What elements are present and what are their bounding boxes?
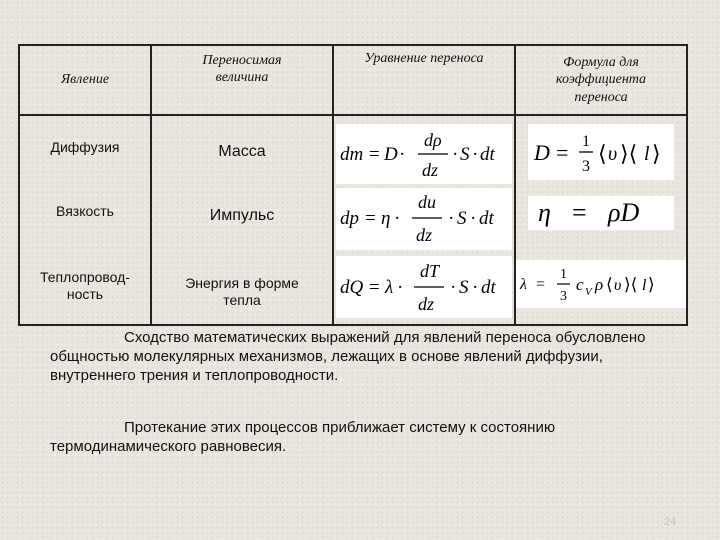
- svg-text:η: η: [538, 198, 551, 227]
- svg-text:l: l: [644, 143, 650, 165]
- coefficient-viscosity-graphic: [528, 196, 674, 230]
- svg-text:dt: dt: [481, 277, 496, 298]
- svg-text:⟨: ⟨: [598, 141, 607, 166]
- svg-text:S: S: [457, 208, 467, 229]
- svg-text:dp: dp: [340, 208, 359, 229]
- equation-conduction: [336, 256, 512, 318]
- equation-diffusion-graphic: [336, 124, 512, 184]
- svg-text:1: 1: [560, 267, 567, 282]
- svg-text:dm: dm: [340, 144, 364, 165]
- svg-text:·: ·: [448, 208, 455, 229]
- coefficient-conduction: [516, 260, 686, 308]
- svg-text:λ: λ: [385, 277, 394, 298]
- paragraph-equilibrium: [50, 418, 690, 456]
- svg-text:S: S: [459, 277, 469, 298]
- table-header-divider: [18, 114, 688, 116]
- svg-text:=: =: [369, 144, 380, 165]
- svg-text:S: S: [460, 144, 470, 165]
- header-quantity: [152, 46, 332, 92]
- svg-text:λ: λ: [520, 276, 527, 293]
- header-phenomenon: [20, 46, 150, 114]
- svg-text:⟩: ⟩: [652, 141, 661, 166]
- svg-text:3: 3: [582, 158, 590, 175]
- svg-text:du: du: [418, 192, 436, 212]
- svg-text:ρD: ρD: [608, 198, 640, 227]
- svg-text:l: l: [642, 277, 647, 294]
- svg-text:⟩⟨: ⟩⟨: [624, 275, 638, 294]
- coefficient-conduction-graphic: [516, 260, 686, 308]
- row-conduction-quantity: [152, 268, 332, 316]
- equation-viscosity: [336, 188, 512, 250]
- svg-text:·: ·: [397, 277, 404, 298]
- page-number: 24: [664, 516, 677, 528]
- equation-conduction-graphic: [336, 256, 512, 318]
- svg-text:dQ: dQ: [340, 277, 364, 298]
- svg-text:c: c: [576, 275, 584, 294]
- svg-text:dT: dT: [420, 261, 440, 281]
- coefficient-diffusion: [528, 124, 674, 180]
- header-equation: [334, 46, 514, 72]
- row-conduction-phenomenon: [20, 262, 150, 310]
- svg-text:·: ·: [399, 144, 406, 165]
- paragraph-similarity-text: Сходство математических выражений для явлений переноса обусловлено общностью молекулярных механизмов, лежащих в основе явлений диффузии, внутреннего трения и теплопроводности.: [50, 329, 646, 384]
- svg-text:=: =: [536, 276, 546, 293]
- svg-text:dt: dt: [479, 208, 494, 229]
- svg-text:·: ·: [394, 208, 401, 229]
- row-diffusion-quantity: [152, 130, 332, 174]
- svg-text:V: V: [585, 286, 592, 298]
- row-diffusion-quantity-text: Масса: [218, 143, 266, 160]
- equation-viscosity-graphic: [336, 188, 512, 250]
- svg-text:dz: dz: [416, 225, 433, 245]
- svg-text:·: ·: [472, 277, 479, 298]
- row-viscosity-quantity: [152, 194, 332, 238]
- row-conduction-phenomenon-text: Теплопровод-ность: [40, 268, 130, 302]
- svg-text:=: =: [369, 277, 380, 298]
- svg-text:η: η: [381, 208, 391, 229]
- header-quantity-text: Переносимая величина: [202, 52, 282, 85]
- svg-text:υ: υ: [608, 143, 618, 165]
- svg-text:·: ·: [470, 208, 477, 229]
- coefficient-diffusion-graphic: [528, 124, 674, 180]
- svg-text:3: 3: [560, 289, 567, 304]
- header-formula: [516, 46, 686, 114]
- row-conduction-quantity-text: Энергия в форме тепла: [185, 274, 299, 308]
- svg-text:⟩⟨: ⟩⟨: [620, 141, 638, 166]
- svg-text:dρ: dρ: [424, 130, 442, 150]
- paragraph-similarity: [50, 328, 690, 385]
- row-viscosity-phenomenon-text: Вязкость: [56, 203, 114, 220]
- row-diffusion-phenomenon: [20, 126, 150, 170]
- svg-text:dz: dz: [418, 294, 435, 314]
- header-formula-text: Формула для коэффициента переноса: [555, 54, 647, 105]
- svg-text:D: D: [534, 140, 550, 165]
- svg-text:1: 1: [582, 133, 590, 150]
- paragraph-equilibrium-text: Протекание этих процессов приближает систему к состоянию термодинамического равновесия.: [50, 419, 556, 455]
- equation-diffusion: [336, 124, 512, 184]
- row-diffusion-phenomenon-text: Диффузия: [50, 139, 120, 156]
- svg-text:⟨: ⟨: [606, 275, 613, 294]
- svg-text:υ: υ: [614, 277, 622, 294]
- header-equation-text: Уравнение переноса: [364, 51, 484, 67]
- svg-text:=: =: [572, 198, 587, 227]
- svg-text:D: D: [384, 144, 398, 165]
- svg-text:·: ·: [452, 144, 459, 165]
- svg-text:ρ: ρ: [595, 275, 604, 294]
- svg-text:·: ·: [450, 277, 457, 298]
- svg-text:·: ·: [472, 144, 479, 165]
- svg-text:dt: dt: [480, 144, 495, 165]
- coefficient-viscosity: [528, 196, 674, 230]
- table-divider-2: [332, 44, 334, 326]
- header-phenomenon-text: Явление: [60, 72, 110, 88]
- table-right-border: [686, 44, 688, 326]
- svg-text:dz: dz: [422, 160, 439, 180]
- svg-text:=: =: [556, 140, 569, 165]
- table-bottom-border: [18, 324, 688, 326]
- svg-text:=: =: [365, 208, 376, 229]
- svg-text:⟩: ⟩: [648, 275, 655, 294]
- row-viscosity-phenomenon: [20, 190, 150, 234]
- row-viscosity-quantity-text: Импульс: [209, 207, 275, 224]
